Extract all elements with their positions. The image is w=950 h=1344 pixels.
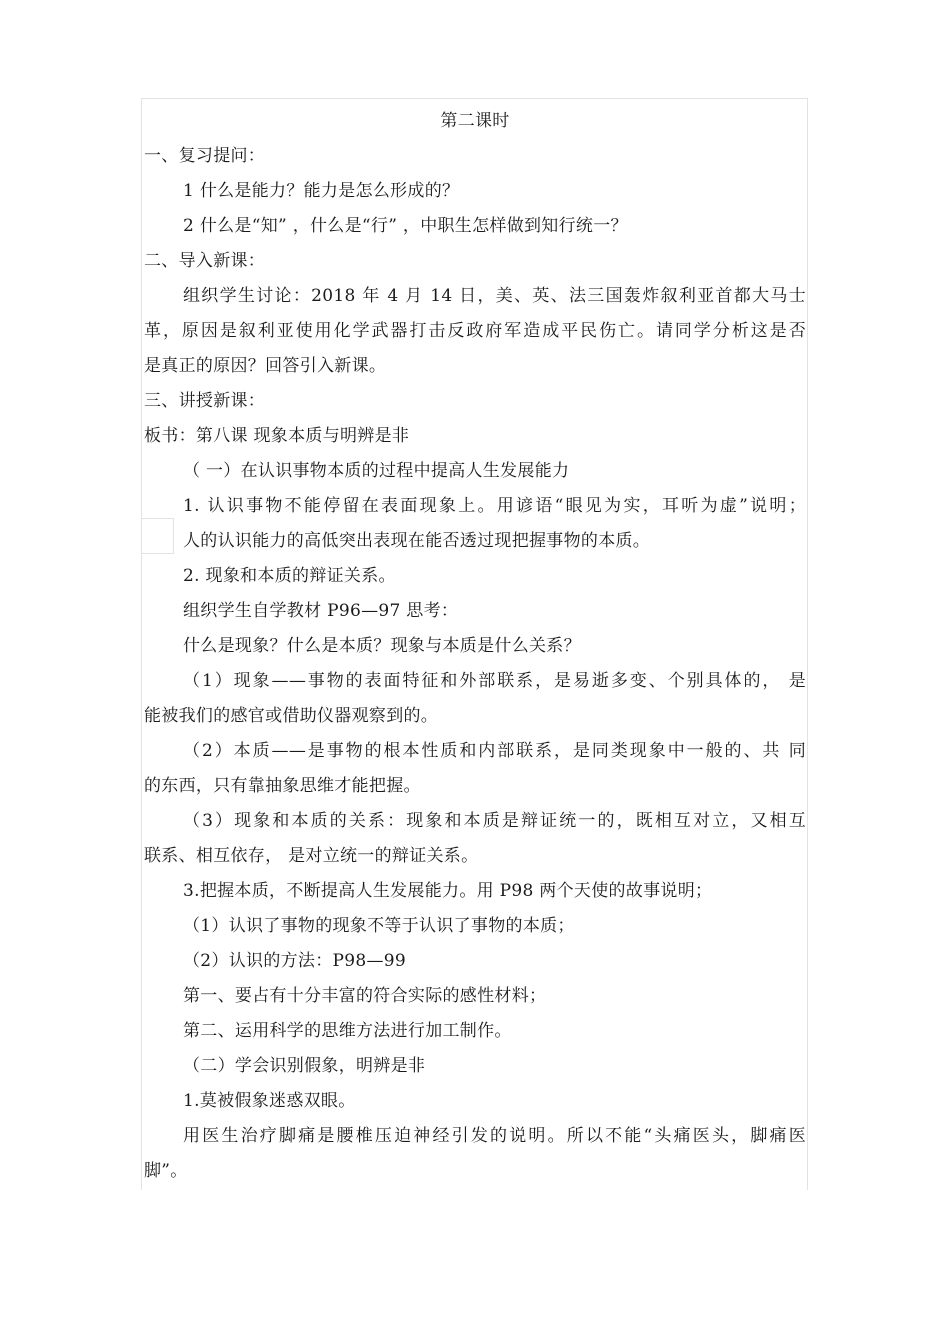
text-line: 用医生治疗脚痛是腰椎压迫神经引发的说明。所以不能“头痛医头，脚痛医: [183, 1126, 806, 1146]
document-body: [144, 104, 806, 1189]
text-line: 1 什么是能力？能力是怎么形成的？: [183, 181, 460, 201]
text-line: 什么是现象？什么是本质？现象与本质是什么关系？: [183, 636, 581, 656]
text-line: 能被我们的感官或借助仪器观察到的。: [144, 706, 439, 726]
text-line: 3.把握本质，不断提高人生发展能力。用 P98 两个天使的故事说明；: [183, 881, 713, 901]
text-line: 三、讲授新课：: [144, 391, 266, 411]
text-line: 二、导入新课：: [144, 251, 266, 271]
text-line: （3）现象和本质的关系：现象和本质是辩证统一的，既相互对立，又相互: [183, 811, 806, 831]
text-line: 2. 现象和本质的辩证关系。: [183, 566, 396, 586]
text-line: 2 什么是“知” ，什么是“行” ，中职生怎样做到知行统一？: [183, 216, 628, 236]
text-line: （1）认识了事物的现象不等于认识了事物的本质；: [183, 916, 575, 936]
text-line: 板书：第八课 现象本质与明辨是非: [144, 426, 410, 446]
text-line: （ 一）在认识事物本质的过程中提高人生发展能力: [183, 461, 570, 481]
text-line: 1.莫被假象迷惑双眼。: [183, 1091, 356, 1111]
text-line: 人的认识能力的高低突出表现在能否透过现把握事物的本质。: [183, 531, 651, 551]
text-line: （1）现象——事物的表面特征和外部联系，是易逝多变、个别具体的， 是: [183, 671, 806, 691]
text-line: 1. 认识事物不能停留在表面现象上。用谚语“眼见为实，耳听为虚”说明；: [183, 496, 806, 516]
text-line: 组织学生自学教材 P96—97 思考：: [183, 601, 459, 621]
text-line: （2）本质——是事物的根本性质和内部联系，是同类现象中一般的、共 同: [183, 741, 806, 761]
text-line: 革，原因是叙利亚使用化学武器打击反政府军造成平民伤亡。请同学分析这是否: [144, 321, 806, 341]
text-line: 是真正的原因？回答引入新课。: [144, 356, 387, 376]
text-line: 第二、运用科学的思维方法进行加工制作。: [183, 1021, 512, 1041]
page-title: 第二课时: [440, 111, 510, 131]
text-line: 的东西，只有靠抽象思维才能把握。: [144, 776, 421, 796]
text-line: 第一、要占有十分丰富的符合实际的感性材料；: [183, 986, 547, 1006]
text-line: （二）学会识别假象，明辨是非: [183, 1056, 426, 1076]
text-line: （2）认识的方法：P98—99: [183, 951, 407, 971]
text-line: 组织学生讨论：2018 年 4 月 14 日，美、英、法三国轰炸叙利亚首都大马士: [183, 286, 806, 306]
text-line: 一、复习提问：: [144, 146, 266, 166]
text-line: 脚”。: [144, 1161, 188, 1181]
text-line: 联系、相互依存， 是对立统一的辩证关系。: [144, 846, 479, 866]
paragraph-lines: [144, 139, 806, 1189]
